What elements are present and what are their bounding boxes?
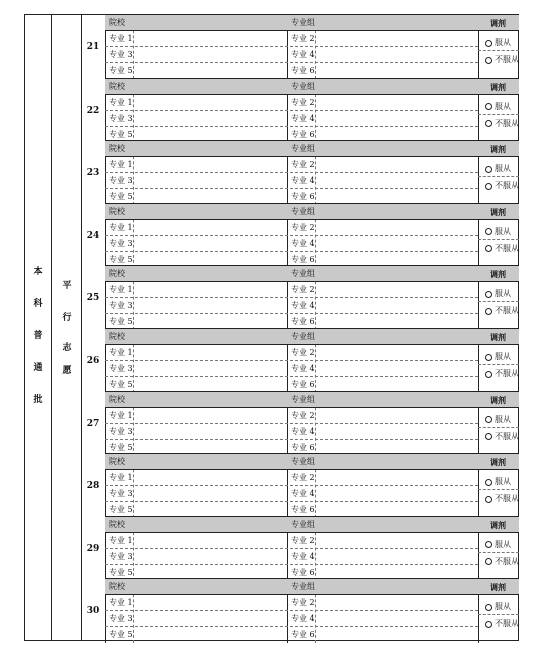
group-header-row xyxy=(105,329,519,345)
major-label: 专业 3 xyxy=(109,489,133,499)
major-row[interactable] xyxy=(105,31,478,47)
radio-icon[interactable] xyxy=(485,166,492,173)
type-char: 行 xyxy=(62,313,72,323)
adjust-label: 调剂 xyxy=(490,206,506,217)
batch-char: 科 xyxy=(33,299,43,309)
major-label: 专业 3 xyxy=(109,551,133,561)
option-divider xyxy=(478,50,519,51)
group-number: 28 xyxy=(86,481,100,492)
type-char: 平 xyxy=(62,281,72,291)
major-label: 专业 2 xyxy=(291,348,315,357)
not-obey-label: 不服从 xyxy=(495,181,519,191)
not-obey-option[interactable] xyxy=(485,494,519,504)
major-label: 专业 5 xyxy=(109,442,133,452)
major-label: 专业 4 xyxy=(291,50,315,59)
major-label: 专业 5 xyxy=(109,380,133,389)
option-divider xyxy=(478,489,519,490)
radio-icon[interactable] xyxy=(485,103,492,110)
radio-icon[interactable] xyxy=(485,416,492,423)
major-label: 专业 5 xyxy=(109,630,133,640)
option-divider xyxy=(478,176,519,177)
major-row[interactable] xyxy=(105,486,478,502)
major-label: 专业 1 xyxy=(109,410,133,420)
batch-char: 普 xyxy=(33,331,43,341)
major-label: 专业 3 xyxy=(109,301,133,311)
obey-label: 服从 xyxy=(495,289,511,299)
major-label: 专业 4 xyxy=(291,426,315,436)
obey-option[interactable] xyxy=(485,477,511,487)
radio-icon[interactable] xyxy=(485,541,492,548)
radio-icon[interactable] xyxy=(485,621,492,628)
adjust-label: 调剂 xyxy=(490,394,506,405)
obey-option[interactable] xyxy=(485,352,511,362)
major-label: 专业 5 xyxy=(109,129,133,139)
obey-label: 服从 xyxy=(495,477,511,487)
choice-group xyxy=(86,453,519,517)
major-label: 专业 1 xyxy=(109,34,133,43)
group-number: 24 xyxy=(86,230,100,241)
major-row[interactable] xyxy=(105,173,478,189)
major-row[interactable] xyxy=(105,345,478,361)
major-row[interactable] xyxy=(105,157,478,173)
major-label: 专业 1 xyxy=(109,97,133,107)
school-label: 院校 xyxy=(109,519,125,529)
school-label: 院校 xyxy=(109,457,125,467)
adjust-label: 调剂 xyxy=(490,332,506,342)
radio-icon[interactable] xyxy=(485,183,492,190)
radio-icon[interactable] xyxy=(485,354,492,361)
obey-option[interactable] xyxy=(485,164,511,174)
major-label: 专业 4 xyxy=(291,176,315,186)
group-header-row xyxy=(105,266,519,282)
not-obey-option[interactable] xyxy=(485,244,519,254)
obey-option[interactable] xyxy=(485,227,511,237)
major-label: 专业 2 xyxy=(291,160,315,170)
major-group-label: 专业组 xyxy=(291,81,315,91)
not-obey-label: 不服从 xyxy=(495,369,519,378)
school-label: 院校 xyxy=(109,81,125,91)
obey-label: 服从 xyxy=(495,539,511,549)
major-label: 专业 1 xyxy=(109,473,133,483)
obey-option[interactable] xyxy=(485,38,511,48)
not-obey-option[interactable] xyxy=(485,306,519,316)
obey-label: 服从 xyxy=(495,164,511,174)
radio-icon[interactable] xyxy=(485,604,492,611)
major-label: 专业 2 xyxy=(291,285,315,295)
group-number: 29 xyxy=(86,543,100,554)
major-row[interactable] xyxy=(105,282,478,298)
choice-group xyxy=(86,578,519,642)
major-label: 专业 2 xyxy=(291,473,315,483)
group-header-row xyxy=(105,454,519,470)
major-label: 专业 4 xyxy=(291,301,315,311)
major-label: 专业 2 xyxy=(291,598,315,608)
major-label: 专业 3 xyxy=(109,50,133,59)
obey-option[interactable] xyxy=(485,415,511,425)
obey-option[interactable] xyxy=(485,289,511,299)
not-obey-option[interactable] xyxy=(485,619,519,629)
option-divider xyxy=(478,614,519,615)
major-label: 专业 3 xyxy=(109,364,133,373)
school-label: 院校 xyxy=(109,144,125,154)
choice-group xyxy=(86,328,519,392)
major-label: 专业 4 xyxy=(291,364,315,373)
obey-option[interactable] xyxy=(485,540,511,550)
major-row[interactable] xyxy=(105,298,478,314)
major-row[interactable] xyxy=(105,361,478,377)
major-label: 专业 3 xyxy=(109,238,133,248)
choice-group xyxy=(86,78,519,142)
not-obey-label: 不服从 xyxy=(495,619,519,629)
major-label: 专业 6 xyxy=(291,442,315,452)
major-label: 专业 6 xyxy=(291,567,315,577)
group-number: 23 xyxy=(86,168,100,179)
major-label: 专业 5 xyxy=(109,192,133,202)
type-char: 志 xyxy=(62,343,72,353)
radio-icon[interactable] xyxy=(485,245,492,252)
option-divider xyxy=(478,239,519,240)
major-label: 专业 6 xyxy=(291,192,315,202)
radio-icon[interactable] xyxy=(485,228,492,235)
major-row[interactable] xyxy=(105,595,478,611)
major-label: 专业 5 xyxy=(109,317,133,327)
radio-icon[interactable] xyxy=(485,433,492,440)
major-row[interactable] xyxy=(105,95,478,111)
major-group-label: 专业组 xyxy=(291,18,315,27)
obey-label: 服从 xyxy=(495,602,511,612)
not-obey-option[interactable] xyxy=(485,369,519,379)
major-label: 专业 3 xyxy=(109,113,133,123)
obey-option[interactable] xyxy=(485,602,511,612)
radio-icon[interactable] xyxy=(485,120,492,127)
major-group-label: 专业组 xyxy=(291,206,315,216)
school-label: 院校 xyxy=(109,18,125,27)
major-label: 专业 4 xyxy=(291,551,315,561)
major-label: 专业 6 xyxy=(291,505,315,515)
type-char: 愿 xyxy=(62,366,72,376)
obey-label: 服从 xyxy=(495,226,511,236)
group-header-row xyxy=(105,579,519,595)
major-row[interactable] xyxy=(105,408,478,424)
option-divider xyxy=(478,552,519,553)
major-group-label: 专业组 xyxy=(291,394,315,404)
school-label: 院校 xyxy=(109,582,125,592)
adjust-label: 调剂 xyxy=(490,18,506,28)
radio-icon[interactable] xyxy=(485,57,492,64)
major-label: 专业 3 xyxy=(109,176,133,186)
not-obey-option[interactable] xyxy=(485,181,519,191)
major-group-label: 专业组 xyxy=(291,519,315,529)
major-label: 专业 6 xyxy=(291,317,315,327)
major-label: 专业 6 xyxy=(291,66,315,75)
major-group-label: 专业组 xyxy=(291,332,315,341)
radio-icon[interactable] xyxy=(485,558,492,565)
major-label: 专业 2 xyxy=(291,535,315,545)
major-label: 专业 5 xyxy=(109,567,133,577)
option-divider xyxy=(478,364,519,365)
choice-group xyxy=(86,140,519,204)
option-divider xyxy=(478,427,519,428)
choice-group xyxy=(86,516,519,580)
group-number: 22 xyxy=(86,105,100,116)
major-label: 专业 1 xyxy=(109,535,133,545)
obey-label: 服从 xyxy=(495,414,511,424)
choice-group xyxy=(86,265,519,329)
group-header-row xyxy=(105,79,519,95)
batch-char: 通 xyxy=(33,363,43,373)
school-label: 院校 xyxy=(109,394,125,404)
major-row[interactable] xyxy=(105,47,478,63)
option-divider xyxy=(478,301,519,302)
group-number: 21 xyxy=(86,42,100,52)
not-obey-label: 不服从 xyxy=(495,243,519,253)
obey-option[interactable] xyxy=(485,102,511,112)
group-header-row xyxy=(105,15,519,31)
major-label: 专业 6 xyxy=(291,630,315,640)
batch-char: 批 xyxy=(33,395,43,405)
choice-group xyxy=(86,203,519,267)
adjust-label: 调剂 xyxy=(490,519,506,530)
not-obey-option[interactable] xyxy=(485,119,519,129)
major-label: 专业 5 xyxy=(109,66,133,75)
major-label: 专业 1 xyxy=(109,285,133,295)
major-label: 专业 3 xyxy=(109,426,133,436)
not-obey-label: 不服从 xyxy=(495,431,519,441)
school-label: 院校 xyxy=(109,332,125,341)
major-label: 专业 1 xyxy=(109,160,133,170)
school-label: 院校 xyxy=(109,206,125,216)
adjust-label: 调剂 xyxy=(490,457,506,468)
major-row[interactable] xyxy=(105,549,478,565)
major-label: 专业 4 xyxy=(291,113,315,123)
major-label: 专业 3 xyxy=(109,614,133,624)
major-group-label: 专业组 xyxy=(291,582,315,592)
major-label: 专业 4 xyxy=(291,614,315,624)
batch-char: 本 xyxy=(33,267,43,277)
major-row[interactable] xyxy=(105,611,478,627)
group-header-row xyxy=(105,141,519,157)
adjust-label: 调剂 xyxy=(490,269,506,280)
major-row[interactable] xyxy=(105,533,478,549)
major-label: 专业 2 xyxy=(291,222,315,232)
adjust-label: 调剂 xyxy=(490,582,506,593)
major-label: 专业 6 xyxy=(291,380,315,389)
major-label: 专业 5 xyxy=(109,254,133,264)
group-header-row xyxy=(105,204,519,220)
radio-icon[interactable] xyxy=(485,371,492,378)
adjust-label: 调剂 xyxy=(490,81,506,92)
not-obey-label: 不服从 xyxy=(495,494,519,504)
radio-icon[interactable] xyxy=(485,308,492,315)
school-label: 院校 xyxy=(109,269,125,279)
group-number: 27 xyxy=(86,418,100,429)
major-label: 专业 2 xyxy=(291,34,315,43)
group-header-row xyxy=(105,392,519,408)
major-group-label: 专业组 xyxy=(291,457,315,467)
radio-icon[interactable] xyxy=(485,479,492,486)
choice-group xyxy=(86,391,519,455)
major-row[interactable] xyxy=(105,220,478,236)
major-label: 专业 1 xyxy=(109,348,133,357)
not-obey-label: 不服从 xyxy=(495,306,519,316)
major-label: 专业 1 xyxy=(109,598,133,608)
major-label: 专业 4 xyxy=(291,489,315,499)
choice-group xyxy=(86,15,519,79)
radio-icon[interactable] xyxy=(485,40,492,47)
volunteer-form xyxy=(24,14,519,641)
radio-icon[interactable] xyxy=(485,291,492,298)
major-label: 专业 1 xyxy=(109,222,133,232)
adjust-label: 调剂 xyxy=(490,144,506,155)
major-row[interactable] xyxy=(105,424,478,440)
major-group-label: 专业组 xyxy=(291,144,315,154)
group-number: 30 xyxy=(86,606,100,617)
not-obey-option[interactable] xyxy=(485,55,519,65)
group-number: 25 xyxy=(86,293,100,304)
obey-label: 服从 xyxy=(495,101,511,111)
major-row[interactable] xyxy=(105,111,478,127)
column-divider xyxy=(51,15,52,640)
major-row[interactable] xyxy=(105,470,478,486)
not-obey-label: 不服从 xyxy=(495,556,519,566)
not-obey-option[interactable] xyxy=(485,557,519,567)
obey-label: 服从 xyxy=(495,352,511,361)
obey-label: 服从 xyxy=(495,38,511,47)
major-row[interactable] xyxy=(105,627,478,643)
major-label: 专业 5 xyxy=(109,505,133,515)
not-obey-label: 不服从 xyxy=(495,55,519,64)
major-label: 专业 2 xyxy=(291,97,315,107)
major-row[interactable] xyxy=(105,236,478,252)
group-number: 26 xyxy=(86,356,100,366)
major-label: 专业 4 xyxy=(291,238,315,248)
radio-icon[interactable] xyxy=(485,496,492,503)
major-label: 专业 6 xyxy=(291,254,315,264)
major-label: 专业 6 xyxy=(291,129,315,139)
major-label: 专业 2 xyxy=(291,410,315,420)
group-header-row xyxy=(105,517,519,533)
major-row[interactable] xyxy=(105,63,478,79)
option-divider xyxy=(478,114,519,115)
not-obey-label: 不服从 xyxy=(495,118,519,128)
major-group-label: 专业组 xyxy=(291,269,315,279)
not-obey-option[interactable] xyxy=(485,432,519,442)
